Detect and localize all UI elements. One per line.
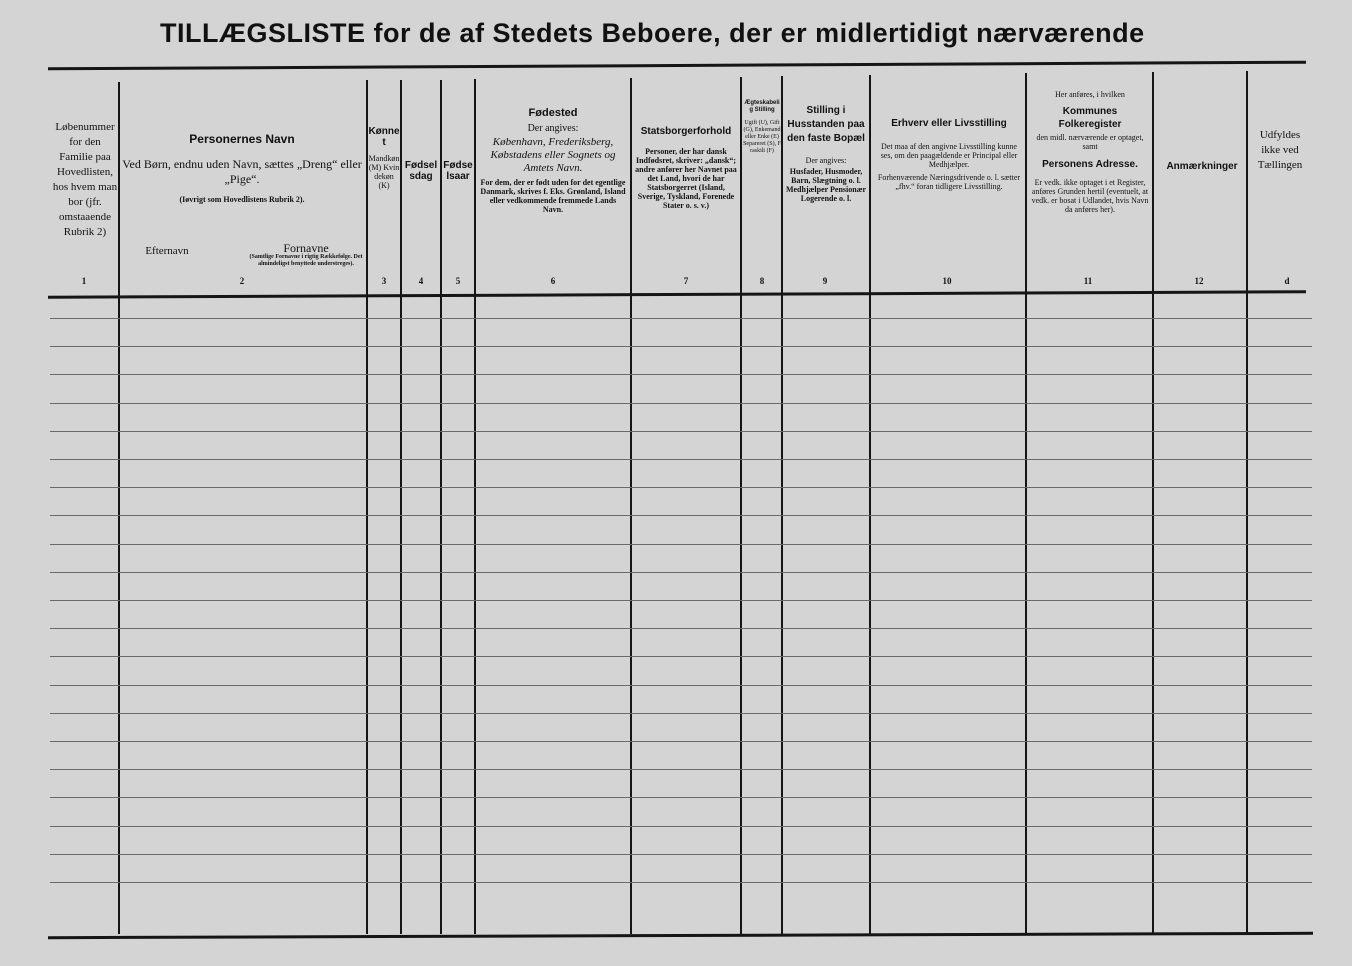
col6-text2: For dem, der er født uden for det egentlige Danmark, skrives f. Eks. Grønland, Island eller vedkommende fremmede Lands Navn. <box>480 178 626 214</box>
col6-title: Fødested <box>528 107 578 119</box>
entry-row-line <box>50 431 1312 432</box>
entry-row-line <box>50 346 1312 347</box>
entry-row-line <box>50 713 1312 714</box>
col3-text: Mandkøn (M) Kvindekøn (K) <box>368 154 400 190</box>
col-divider <box>781 76 783 934</box>
col-divider <box>474 79 476 934</box>
col5-text: Fødselsaar <box>443 160 473 182</box>
col8-header <box>743 100 781 155</box>
fornavne-note: (Samtlige Fornavne i rigtig Rækkefølge. Det almindeligst benyttede understreges). <box>249 254 363 267</box>
col10-title: Erhverv eller Livsstilling <box>891 118 1007 129</box>
col-number: 9 <box>822 276 828 286</box>
col2-text: Ved Børn, endnu uden Navn, sættes „Dreng“ eller „Pige“. <box>122 157 362 186</box>
entry-row-line <box>50 826 1312 827</box>
entry-row-line <box>50 741 1312 742</box>
col7-header <box>633 126 739 210</box>
col2-efternavn <box>132 246 202 257</box>
col4-text: Fødselsdag <box>404 160 438 182</box>
col-number: 8 <box>759 276 765 286</box>
col-number: d <box>1284 276 1290 286</box>
col-divider <box>869 75 871 934</box>
col7-text: Personer, der har dansk Indfødsret, skriver: „dansk“; andre anfører her Navnet paa det Land, hvori de har Statsborgerret (Island, Sverige, Tyskland, Forenede Stater o. s. v.) <box>635 147 737 210</box>
col-number: 12 <box>1194 276 1204 286</box>
efternavn-label: Efternavn <box>145 245 189 257</box>
col2-fornavne <box>248 243 364 268</box>
entry-row-line <box>50 374 1312 375</box>
col-number: 2 <box>239 276 245 286</box>
col-number: 3 <box>381 276 387 286</box>
col9-text: Husfader, Husmoder, Barn, Slægtning o. l. Medhjælper Pensionær Logerende o. l. <box>785 167 867 203</box>
entry-row-line <box>50 656 1312 657</box>
entry-row-line <box>50 628 1312 629</box>
col2-title: Personernes Navn <box>189 132 295 146</box>
col9-header <box>784 104 868 203</box>
col-divider <box>740 77 742 934</box>
col-number: 1 <box>81 276 87 286</box>
col11-title2: Personens Adresse. <box>1042 159 1138 170</box>
col12-text: Anmærkninger <box>1166 161 1238 172</box>
col1-header <box>52 120 118 240</box>
entry-row-line <box>50 459 1312 460</box>
col-divider <box>1152 72 1154 934</box>
col9-sub: Der angives: <box>805 156 847 165</box>
cold-header <box>1256 128 1304 173</box>
form-title: TILLÆGSLISTE for de af Stedets Beboere, der er midlertidigt nærværende <box>160 18 1145 48</box>
col3-title: Kønnet <box>368 126 400 148</box>
col10-text: Det maa af den angivne Livsstilling kunne ses, om den paagældende er Principal eller Medhjælper. <box>880 142 1018 169</box>
entry-row-line <box>50 318 1312 319</box>
col-number: 10 <box>942 276 952 286</box>
entry-row-line <box>50 854 1312 855</box>
col11-mid: den midl. nærværende er optaget, samt <box>1036 133 1144 151</box>
col2-header <box>122 132 362 204</box>
col1-text: Løbenummer for den Familie paa Hovedlisten, hos hvem man bor (jfr. omstaaende Rubrik 2) <box>52 121 118 238</box>
col7-title: Statsborgerforhold <box>640 126 732 137</box>
col6-text: København, Frederiksberg, Købstadens eller Sognets og Amtets Navn. <box>490 136 616 174</box>
col6-sub: Der angives: <box>527 123 579 134</box>
entry-row-line <box>50 600 1312 601</box>
col-number: 7 <box>683 276 689 286</box>
entry-row-line <box>50 544 1312 545</box>
col4-header <box>403 160 439 182</box>
entry-row-line <box>50 515 1312 516</box>
entry-row-line <box>50 572 1312 573</box>
col11-text: Er vedk. ikke optaget i et Register, anføres Grunden hertil (eventuelt, at vedk. er bosat i Udlandet, hvis Navn da anføres her). <box>1031 178 1149 214</box>
col8-title: Ægteskabelig Stilling <box>744 100 780 113</box>
col5-header <box>443 160 473 182</box>
entry-row-line <box>50 769 1312 770</box>
col9-title: Stilling i Husstanden paa den faste Bopæl <box>787 105 865 144</box>
col-number: 11 <box>1083 276 1093 286</box>
col3-header <box>368 126 400 190</box>
col6-header <box>480 108 626 214</box>
col-divider <box>1246 71 1248 934</box>
col11-header <box>1030 90 1150 214</box>
col-divider <box>440 80 442 934</box>
col-divider <box>1025 73 1027 934</box>
entry-row-line <box>50 882 1312 883</box>
top-rule <box>48 61 1306 71</box>
bottom-rule <box>48 932 1313 939</box>
col-divider <box>118 82 120 934</box>
col-number: 4 <box>418 276 424 286</box>
col12-header <box>1162 160 1242 174</box>
entry-row-line <box>50 685 1312 686</box>
col-divider <box>400 80 402 934</box>
col10-header <box>876 116 1022 191</box>
entry-row-line <box>50 403 1312 404</box>
col8-text: Ugift (U), Gift (G), Enkemand eller Enke (E) Separeret (S), Fraskilt (F) <box>743 120 781 154</box>
col-number: 5 <box>455 276 461 286</box>
col10-text2: Forhenværende Næringsdrivende o. l. sætter „fhv.“ foran tidligere Livsstilling. <box>877 173 1021 191</box>
col-divider <box>366 80 368 934</box>
entry-row-line <box>50 797 1312 798</box>
header-rule <box>48 290 1306 298</box>
col11-pre: Her anføres, i hvilken <box>1055 90 1125 99</box>
col-number: 6 <box>550 276 556 286</box>
fornavne-label: Fornavne <box>283 241 329 255</box>
col11-title: Kommunes Folkeregister <box>1058 106 1122 130</box>
cold-text: Udfyldes ikke ved Tællingen <box>1257 129 1303 171</box>
col2-note: (Iøvrigt som Hovedlistens Rubrik 2). <box>179 195 305 204</box>
entry-row-line <box>50 487 1312 488</box>
col-divider <box>630 78 632 934</box>
